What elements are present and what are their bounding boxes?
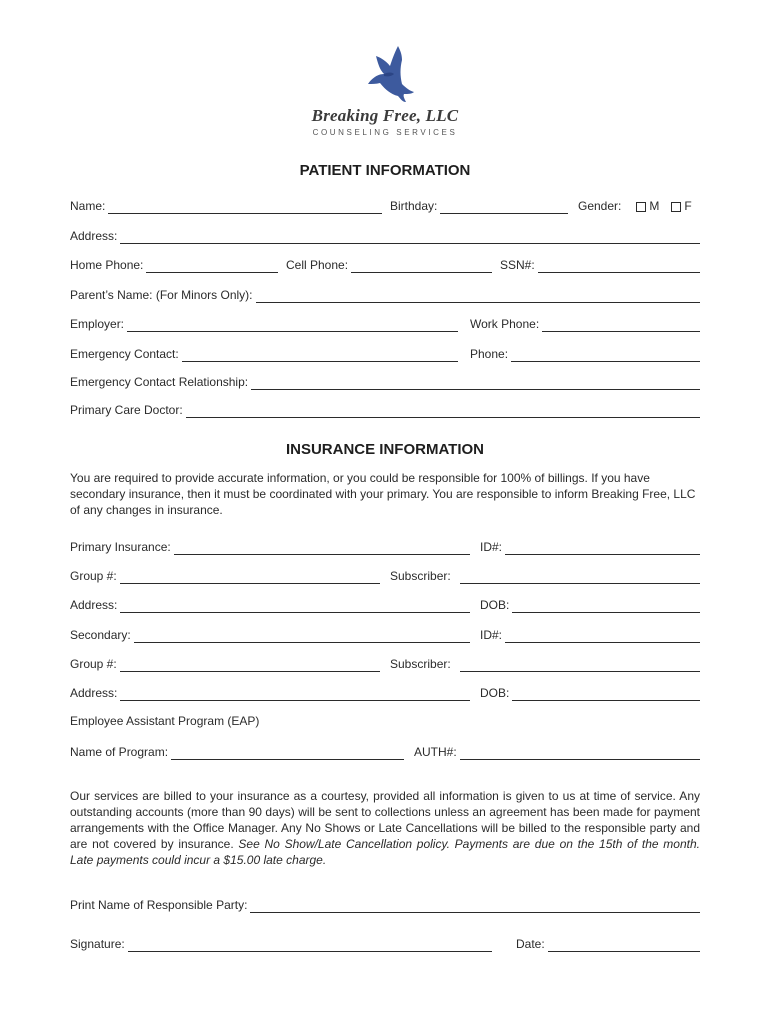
primary-id-field[interactable]: [505, 542, 700, 555]
company-logo: [280, 44, 490, 144]
primary-dob-label: DOB:: [480, 598, 510, 612]
auth-label: AUTH#:: [414, 745, 457, 759]
billing-policy: [70, 788, 700, 868]
secondary-id-label: ID#:: [480, 628, 503, 642]
row-signature-date: [70, 934, 700, 952]
print-name-field[interactable]: [250, 900, 700, 913]
gender-f-label: F: [684, 199, 692, 213]
insurance-section-title: INSURANCE INFORMATION: [285, 441, 485, 458]
secondary-subscriber-field[interactable]: [460, 659, 700, 672]
emergency-contact-field[interactable]: [182, 349, 458, 362]
date-label: Date:: [516, 937, 545, 951]
print-name-label: Print Name of Responsible Party:: [70, 898, 248, 912]
primary-dob-field[interactable]: [512, 600, 700, 613]
bird-icon: [354, 44, 416, 106]
primary-subscriber-label: Subscriber:: [390, 569, 451, 583]
patient-section-title: PATIENT INFORMATION: [299, 162, 471, 179]
date-field[interactable]: [548, 939, 700, 952]
emergency-phone-label: Phone:: [470, 347, 509, 361]
billing-policy-italic: See No Show/Late Cancellation policy. Payments are due on the 15th of the month. Late payments could incur a $15.00 late charge.: [70, 837, 700, 867]
work-phone-label: Work Phone:: [470, 317, 540, 331]
row-primary-address: [70, 595, 700, 613]
row-parents-name: [70, 285, 700, 303]
gender-label: Gender:: [578, 199, 622, 213]
secondary-insurance-field[interactable]: [134, 630, 470, 643]
row-secondary-group: [70, 654, 700, 672]
auth-field[interactable]: [460, 747, 700, 760]
parents-name-label: Parent’s Name: (For Minors Only):: [70, 288, 253, 302]
home-phone-field[interactable]: [146, 260, 278, 273]
emergency-contact-label: Emergency Contact:: [70, 347, 179, 361]
signature-field[interactable]: [128, 939, 492, 952]
billing-text: Our services are billed to your insurance as a courtesy, provided all information is given to us at time of service. Any outstanding accounts (more than 90 days) will be sent to collections unless an agreement has been made for payment arrangements with the Office Manager. Any No Shows or Late Cancellations will be billed to the responsible party and are not covered by insurance.: [70, 789, 700, 851]
primary-address-field[interactable]: [120, 600, 470, 613]
primary-doctor-field[interactable]: [186, 405, 700, 418]
primary-group-label: Group #:: [70, 569, 117, 583]
logo-subtitle: COUNSELING SERVICES: [312, 128, 458, 137]
birthday-field[interactable]: [440, 201, 568, 214]
row-emergency-contact: [70, 344, 700, 362]
gender-m-label: M: [649, 199, 660, 213]
primary-subscriber-field[interactable]: [460, 571, 700, 584]
secondary-group-label: Group #:: [70, 657, 117, 671]
address-label: Address:: [70, 229, 118, 243]
secondary-address-label: Address:: [70, 686, 118, 700]
cell-phone-label: Cell Phone:: [286, 258, 349, 272]
home-phone-label: Home Phone:: [70, 258, 144, 272]
row-phones-ssn: [70, 255, 700, 273]
secondary-dob-label: DOB:: [480, 686, 510, 700]
secondary-insurance-label: Secondary:: [70, 628, 131, 642]
row-primary-group: [70, 566, 700, 584]
row-eap-program: [70, 742, 700, 760]
emergency-relationship-label: Emergency Contact Relationship:: [70, 375, 249, 389]
secondary-subscriber-label: Subscriber:: [390, 657, 451, 671]
address-field[interactable]: [120, 231, 700, 244]
row-primary-insurance: [70, 537, 700, 555]
birthday-label: Birthday:: [390, 199, 438, 213]
row-primary-doctor: [70, 400, 700, 418]
row-secondary-insurance: [70, 625, 700, 643]
name-field[interactable]: [108, 201, 382, 214]
row-emergency-relationship: [70, 372, 700, 390]
secondary-dob-field[interactable]: [512, 688, 700, 701]
gender-f-checkbox[interactable]: [671, 202, 681, 212]
secondary-id-field[interactable]: [505, 630, 700, 643]
row-print-name: [70, 895, 700, 913]
row-employer: [70, 314, 700, 332]
program-name-label: Name of Program:: [70, 745, 169, 759]
primary-insurance-field[interactable]: [174, 542, 470, 555]
gender-m-checkbox[interactable]: [636, 202, 646, 212]
logo-name: Breaking Free, LLC: [311, 106, 459, 125]
ssn-label: SSN#:: [500, 258, 535, 272]
row-name-birthday-gender: [70, 196, 700, 214]
secondary-address-field[interactable]: [120, 688, 470, 701]
emergency-phone-field[interactable]: [511, 349, 700, 362]
work-phone-field[interactable]: [542, 319, 700, 332]
emergency-relationship-field[interactable]: [251, 377, 700, 390]
signature-label: Signature:: [70, 937, 125, 951]
primary-group-field[interactable]: [120, 571, 380, 584]
primary-id-label: ID#:: [480, 540, 503, 554]
employer-label: Employer:: [70, 317, 125, 331]
insurance-intro: You are required to provide accurate information, or you could be responsible for 100% of billings. If you have secondary insurance, then it must be coordinated with your primary. You are responsible to inform Breaking Free, LLC of any changes in insurance.: [70, 471, 696, 517]
program-name-field[interactable]: [171, 747, 404, 760]
parents-name-field[interactable]: [256, 290, 701, 303]
ssn-field[interactable]: [538, 260, 700, 273]
name-label: Name:: [70, 199, 106, 213]
row-secondary-address: [70, 683, 700, 701]
primary-address-label: Address:: [70, 598, 118, 612]
primary-insurance-label: Primary Insurance:: [70, 540, 171, 554]
cell-phone-field[interactable]: [351, 260, 492, 273]
primary-doctor-label: Primary Care Doctor:: [70, 403, 183, 417]
employer-field[interactable]: [127, 319, 458, 332]
secondary-group-field[interactable]: [120, 659, 380, 672]
eap-heading: Employee Assistant Program (EAP): [70, 714, 260, 728]
row-address: [70, 226, 700, 244]
